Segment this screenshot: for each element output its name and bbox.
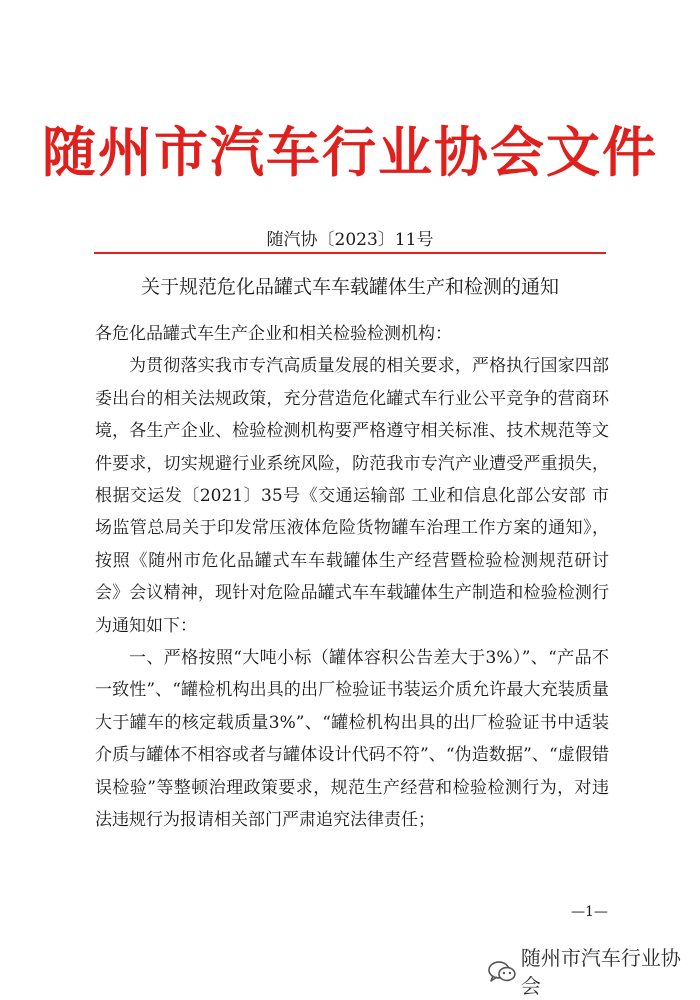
- paragraph-intro: 为贯彻落实我市专汽高质量发展的相关要求，严格执行国家四部委出台的相关法规政策，充分营造危化罐式车行业公平竞争的营商环境，各生产企业、检验检测机构要严格遵守相关标准、技术规范等文件要求，切实规避行业系统风险，防范我市专汽产业遭受严重损失，根据交运发〔2021〕35号《交通运输部 工业和信息化部公安部 市场监管总局关于印发常压液体危险货物罐车治理工作方案的通知》，按照《随州市危化品罐式车车载罐体生产经营暨检验检测规范研讨会》会议精神，现针对危险品罐式车车载罐体生产制造和检验检测行为通知如下：: [95, 356, 609, 636]
- wechat-watermark: [487, 944, 700, 1000]
- watermark-text: 随州市汽车行业协会: [520, 946, 681, 998]
- notice-title: 关于规范危化品罐式车车载罐体生产和检测的通知: [140, 276, 559, 298]
- document-title: 随州市汽车行业协会文件: [42, 121, 658, 184]
- wechat-official-account-icon: [487, 959, 517, 985]
- document-number: 随汽协〔2023〕11号: [266, 230, 434, 250]
- paragraph-item-1: 一、严格按照“大吨小标（罐体容积公告差大于3%）”、“产品不一致性”、“罐检机构出具的出厂检验证书装运介质允许最大充装质量大于罐车的核定载质量3%”、“罐检机构出具的出厂检验证书中适装介质与罐体不相容或者与罐体设计代码不符”、“伪造数据”、“虚假错误检验”等整顿治理政策要求，规范生产经营和检验检测行为，对违法违规行为报请相关部门严肃追究法律责任；: [95, 648, 609, 831]
- red-divider-line: [94, 252, 606, 254]
- salutation: 各危化品罐式车生产企业和相关检验检测机构：: [95, 324, 452, 344]
- page-number: —1—: [571, 904, 608, 920]
- notice-body: [95, 318, 609, 837]
